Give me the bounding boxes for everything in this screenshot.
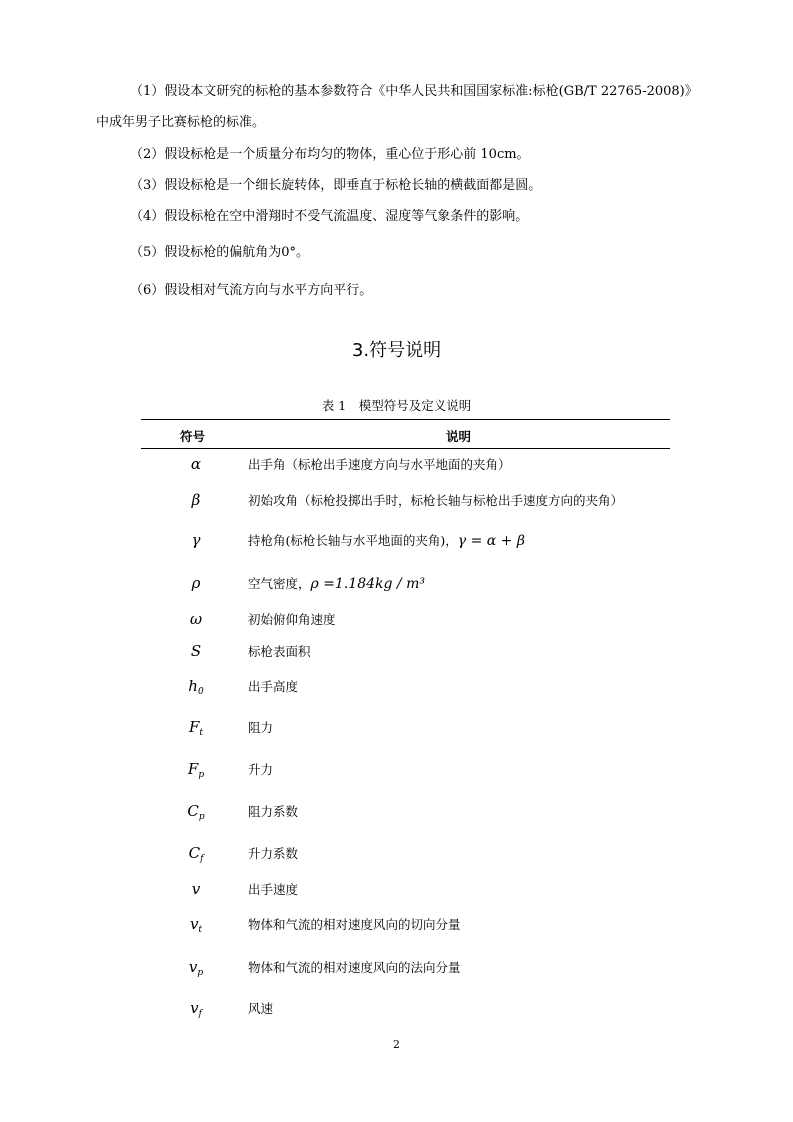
- table-row: [141, 490, 670, 514]
- row-description: [248, 845, 298, 863]
- table-row: [141, 573, 670, 597]
- assumption-4: （4）假设标枪在空中滑翔时不受气流温度、湿度等气象条件的影响。: [130, 209, 529, 224]
- description-text: 阻力系数: [248, 804, 299, 819]
- table-row: [141, 676, 670, 700]
- assumption-1: （1）假设本文研究的标枪的基本参数符合《中华人民共和国国家标准:标枪(GB/T 22765-2008)》: [130, 84, 698, 99]
- row-description: [248, 1000, 273, 1018]
- symbol-letter: α: [190, 455, 202, 473]
- table-header-rule: [141, 448, 670, 449]
- row-symbol: [141, 454, 251, 474]
- description-text: 标枪表面积: [248, 644, 311, 659]
- description-text: 出手速度: [248, 882, 299, 897]
- row-description: [248, 761, 273, 779]
- row-description: [248, 532, 525, 550]
- assumption-3: （3）假设标枪是一个细长旋转体，即垂直于标枪长轴的横截面都是圆。: [130, 178, 542, 193]
- description-text: 持枪角(标枪长轴与水平地面的夹角)，: [248, 533, 458, 548]
- page-number: 2: [393, 1038, 400, 1051]
- table-row: [141, 843, 670, 867]
- row-symbol: [141, 609, 251, 629]
- description-text: 阻力: [248, 720, 274, 735]
- row-description: [248, 881, 298, 899]
- symbol-subscript: p: [198, 812, 205, 822]
- description-formula: γ = α + β: [457, 533, 525, 549]
- row-symbol: [141, 914, 251, 940]
- row-description: [248, 456, 511, 474]
- description-text: 物体和气流的相对速度风向的切向分量: [248, 917, 461, 932]
- table-row: [141, 879, 670, 903]
- row-description: [248, 492, 623, 510]
- symbol-subscript: t: [199, 728, 204, 738]
- description-text: 初始俯仰角速度: [248, 612, 336, 627]
- table-row: [141, 609, 670, 633]
- row-symbol: [141, 957, 251, 983]
- symbol-letter: v: [190, 999, 199, 1017]
- symbol-letter: F: [188, 718, 200, 736]
- symbol-letter: v: [188, 958, 198, 976]
- assumption-1-continued: 中成年男子比赛标枪的标准。: [96, 115, 266, 130]
- symbol-letter: F: [187, 760, 199, 778]
- table-row: [141, 957, 670, 981]
- table-row: [141, 641, 670, 665]
- symbol-letter: S: [190, 642, 202, 660]
- table-row: [141, 759, 670, 783]
- row-symbol: [141, 490, 251, 510]
- row-description: [248, 678, 298, 696]
- symbol-subscript: p: [198, 770, 205, 780]
- symbol-subscript: t: [198, 925, 203, 935]
- row-symbol: [141, 801, 251, 827]
- assumption-5: （5）假设标枪的偏航角为0°。: [130, 245, 310, 260]
- row-symbol: [141, 530, 251, 550]
- row-description: [248, 803, 298, 821]
- symbol-letter: v: [191, 880, 201, 898]
- symbol-subscript: f: [200, 854, 204, 864]
- row-symbol: [141, 879, 251, 899]
- assumption-6: （6）假设相对气流方向与水平方向平行。: [130, 283, 373, 298]
- symbol-subscript: p: [197, 968, 204, 978]
- table-row: [141, 717, 670, 741]
- row-symbol: [141, 998, 251, 1024]
- symbol-letter: γ: [191, 531, 201, 549]
- row-symbol: [141, 843, 251, 869]
- table-header-symbol: 符号: [180, 429, 206, 444]
- symbol-letter: C: [187, 802, 199, 820]
- symbol-letter: C: [188, 844, 201, 862]
- description-text: 升力系数: [248, 846, 299, 861]
- description-text: 初始攻角（标枪投掷出手时，标枪长轴与标枪出手速度方向的夹角）: [248, 493, 624, 508]
- description-text: 空气密度，: [248, 576, 311, 591]
- symbol-letter: β: [191, 491, 201, 509]
- row-description: [248, 643, 311, 661]
- row-description: [248, 611, 336, 629]
- symbol-subscript: f: [198, 1009, 202, 1019]
- table-header-description: 说明: [446, 429, 472, 444]
- symbol-letter: v: [189, 915, 199, 933]
- row-symbol: [141, 759, 251, 785]
- description-formula: ρ =1.184kg / m³: [310, 576, 425, 592]
- section-heading: 3.符号说明: [351, 340, 442, 361]
- description-text: 出手角（标枪出手速度方向与水平地面的夹角）: [248, 457, 511, 472]
- symbol-letter: ρ: [191, 574, 201, 592]
- table-row: [141, 530, 670, 554]
- symbol-subscript: 0: [197, 687, 204, 697]
- row-description: [248, 719, 273, 737]
- row-symbol: [141, 676, 251, 702]
- row-symbol: [141, 717, 251, 743]
- row-symbol: [141, 573, 251, 593]
- table-row: [141, 914, 670, 938]
- row-description: [248, 916, 461, 934]
- table-caption: 表 1 模型符号及定义说明: [321, 398, 472, 413]
- table-row: [141, 454, 670, 478]
- symbol-letter: h: [188, 677, 198, 695]
- description-text: 升力: [248, 762, 274, 777]
- row-description: [248, 575, 425, 593]
- table-row: [141, 998, 670, 1022]
- row-description: [248, 959, 461, 977]
- row-symbol: [141, 641, 251, 661]
- symbol-letter: ω: [189, 610, 203, 628]
- table-row: [141, 801, 670, 825]
- assumption-2: （2）假设标枪是一个质量分布均匀的物体，重心位于形心前 10cm。: [130, 147, 530, 162]
- description-text: 风速: [248, 1001, 274, 1016]
- description-text: 物体和气流的相对速度风向的法向分量: [248, 960, 461, 975]
- table-top-rule: [141, 419, 670, 420]
- description-text: 出手高度: [248, 679, 299, 694]
